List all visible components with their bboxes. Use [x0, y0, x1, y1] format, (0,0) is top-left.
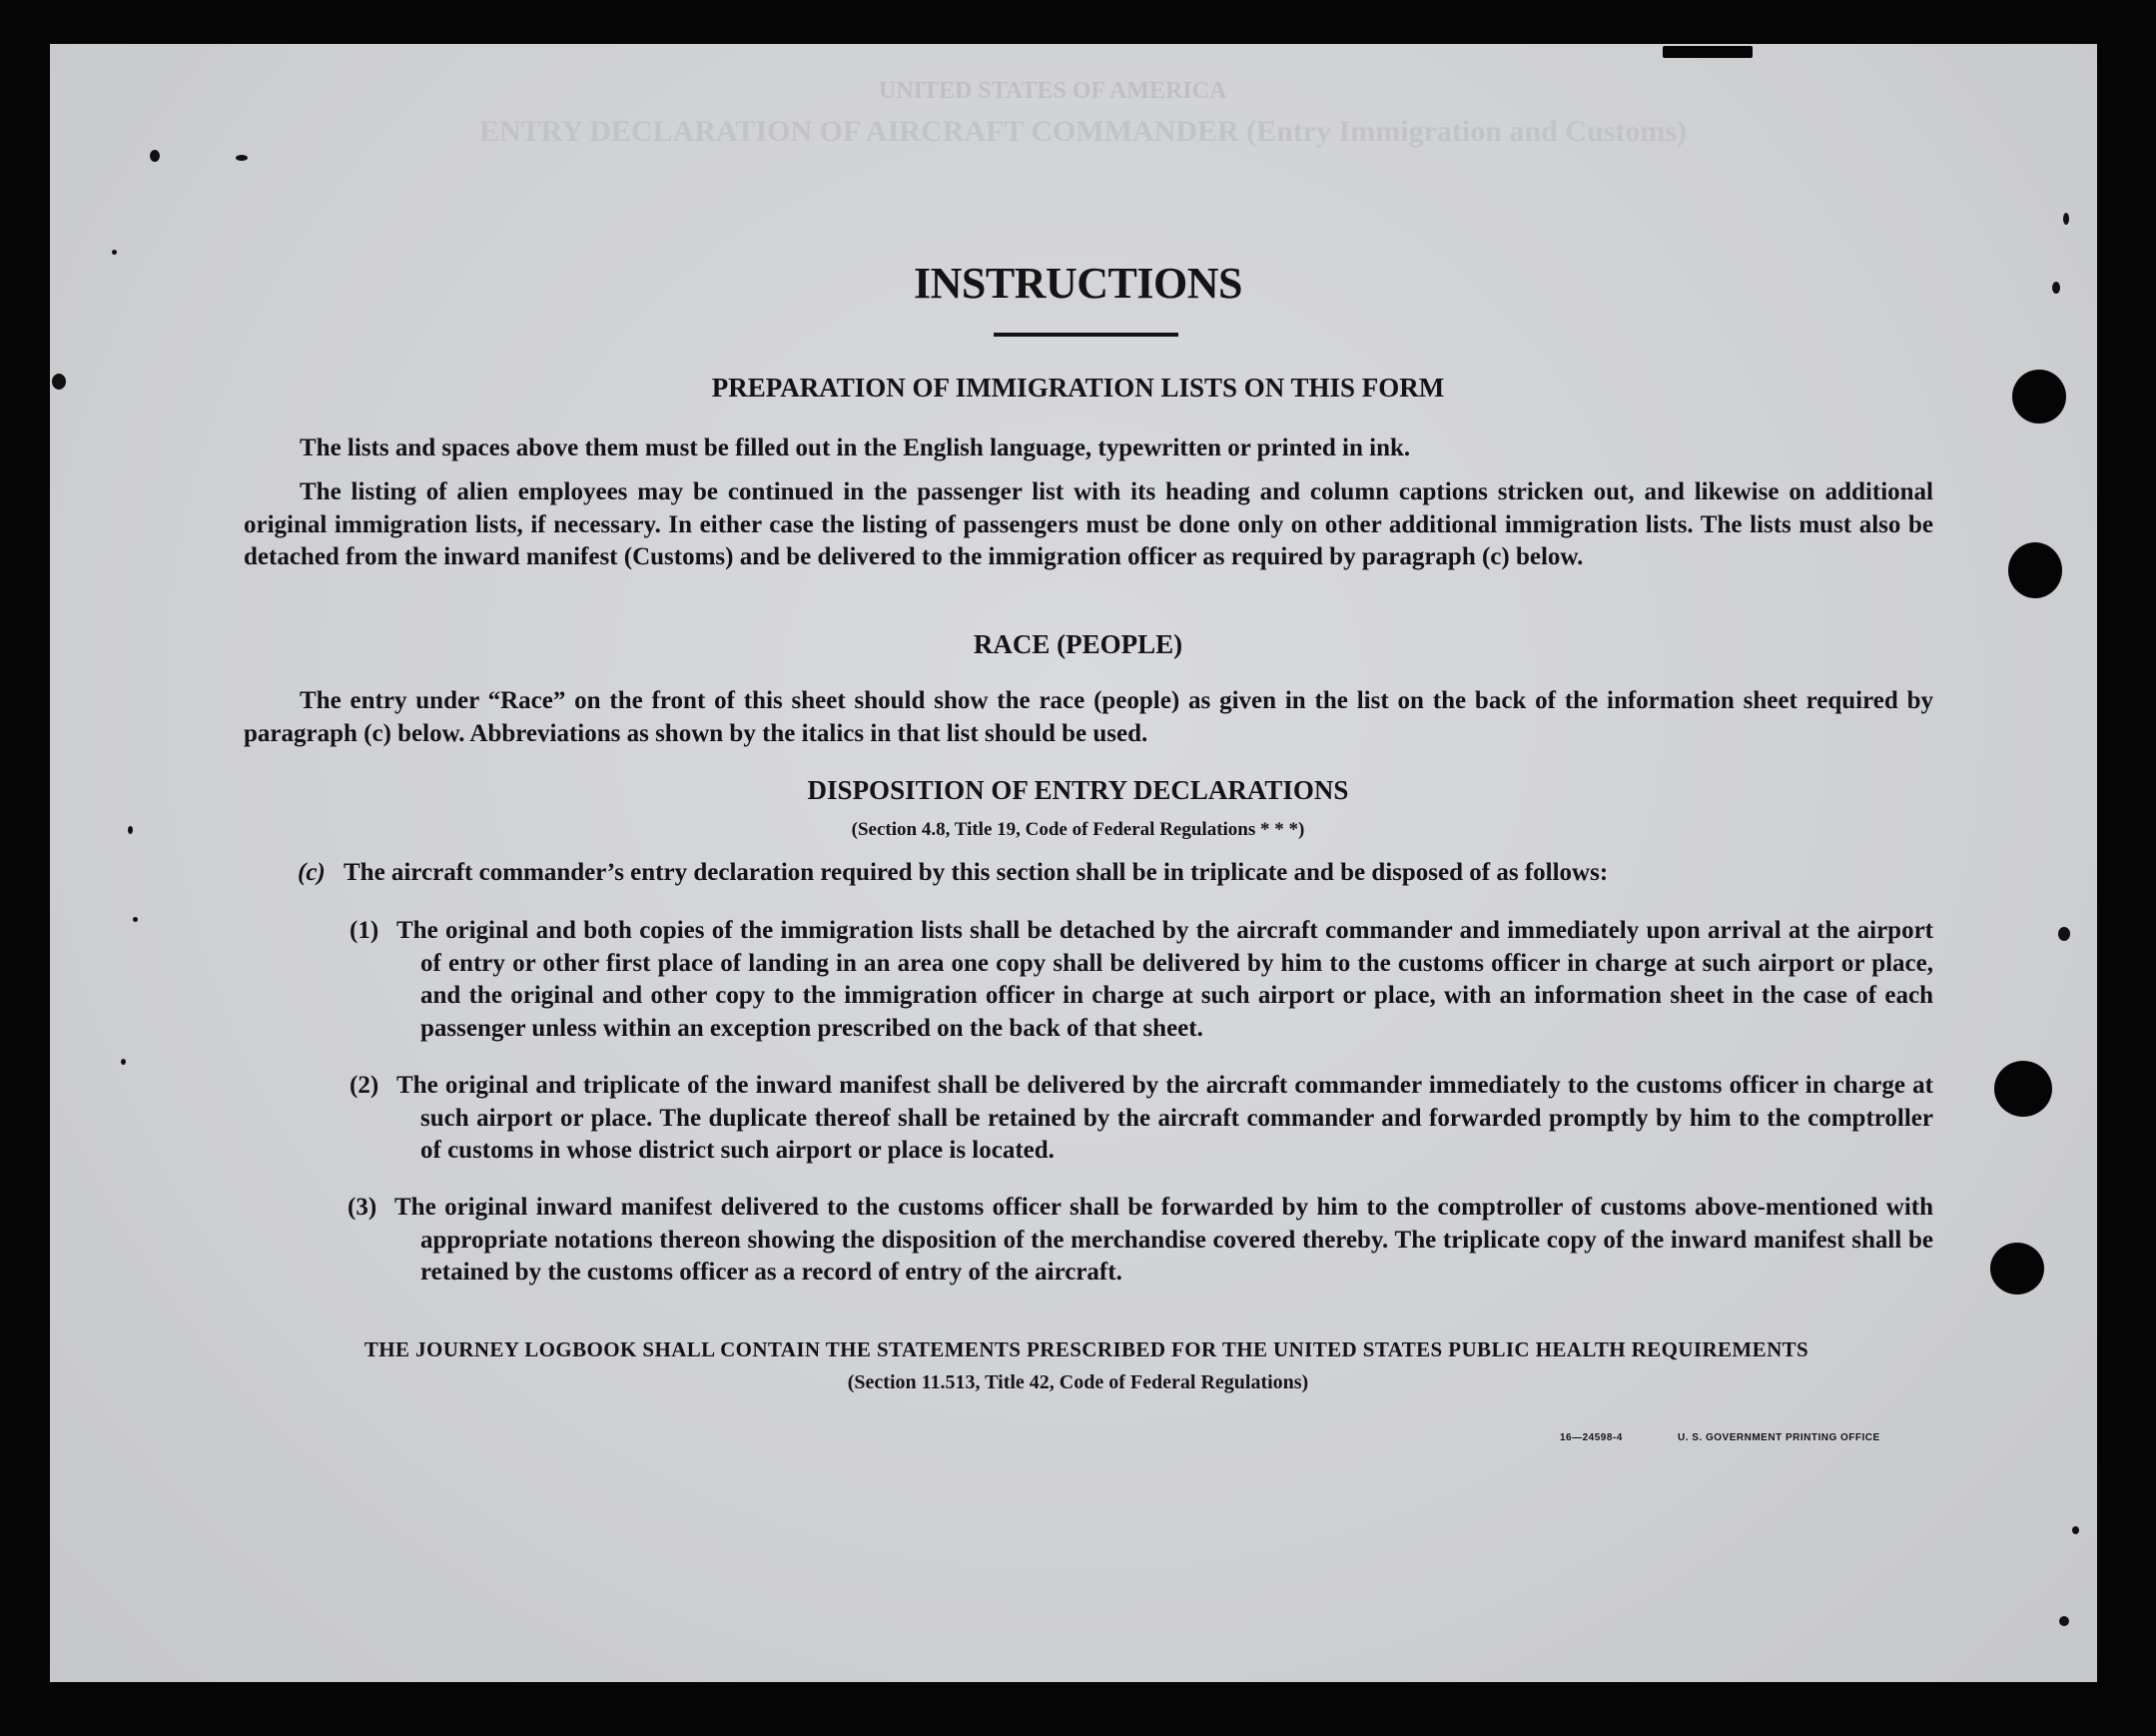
speck	[150, 150, 160, 162]
list-item-number: (3)	[348, 1194, 377, 1221]
speck	[2059, 1616, 2069, 1626]
speck	[133, 917, 138, 922]
paragraph-race: The entry under “Race” on the front of this sheet should show the race (people) as given in the list on the back of the information sheet required by paragraph (c) below. Abbreviations as shown by the italics in that list should be used.	[244, 687, 1933, 747]
document-title: INSTRUCTIONS	[914, 259, 1242, 308]
form-number: 16—24598-4	[1560, 1432, 1623, 1443]
paragraph-intro-label: (c)	[298, 859, 326, 886]
title-underline	[994, 333, 1178, 337]
punch-hole	[1994, 1061, 2052, 1117]
speck	[236, 155, 248, 161]
speck	[2072, 1526, 2079, 1534]
punch-hole	[1990, 1243, 2044, 1295]
section-heading-race: RACE (PEOPLE)	[973, 629, 1183, 659]
speck	[112, 250, 117, 255]
section-citation: (Section 4.8, Title 19, Code of Federal Regulations * * *)	[851, 819, 1305, 840]
list-item-number: (2)	[350, 1072, 379, 1099]
section-heading-immigration-lists: PREPARATION OF IMMIGRATION LISTS ON THIS FORM	[711, 373, 1445, 403]
bleed-through-line: UNITED STATES OF AMERICA	[879, 78, 1227, 104]
bleed-through-line: ENTRY DECLARATION OF AIRCRAFT COMMANDER (Entry Immigration and Customs)	[479, 115, 1687, 148]
public-health-statement: THE JOURNEY LOGBOOK SHALL CONTAIN THE STATEMENTS PRESCRIBED FOR THE UNITED STATES PUBLIC HEALTH REQUIREMENTS	[363, 1337, 1809, 1361]
speck	[121, 1059, 126, 1065]
list-item-text: The original and triplicate of the inward manifest shall be delivered by the aircraft commander immediately to the customs officer in charge at such airport or place. The duplicate thereof shall be retained by the aircraft commander and forwarded promptly by him to the comptroller of customs in whose district such airport or place is located.	[396, 1072, 1933, 1164]
public-health-citation: (Section 11.513, Title 42, Code of Federal Regulations)	[847, 1371, 1309, 1393]
paragraph-intro: The aircraft commander’s entry declaration required by this section shall be in triplicate and be disposed of as follows:	[344, 859, 1609, 886]
speck	[1663, 46, 1753, 58]
paragraph-lists-language: The lists and spaces above them must be filled out in the English language, typewritten or printed in ink.	[300, 434, 1411, 461]
paragraph-alien-employees: The listing of alien employees may be continued in the passenger list with its heading and column captions stricken out, and likewise on additional original immigration lists, if necessary. In either case the listing of passengers must be done only on other additional immigration lists. The lists must also be detached from the inward manifest (Customs) and be delivered to the immigration officer as required by paragraph (c) below.	[244, 478, 1933, 570]
speck	[2058, 927, 2070, 941]
section-heading-disposition: DISPOSITION OF ENTRY DECLARATIONS	[807, 775, 1349, 805]
list-item-text: The original and both copies of the immigration lists shall be detached by the aircraft commander and immediately upon arrival at the airport of entry or other first place of landing in an area one copy shall be delivered by him to the customs officer in charge at such airport or place, and the original and other copy to the immigration officer in charge at such airport or place, with an information sheet in the case of each passenger unless within an exception prescribed on the back of that sheet.	[396, 917, 1933, 1042]
speck	[2063, 213, 2069, 225]
list-item-number: (1)	[350, 917, 379, 944]
list-item-text: The original inward manifest delivered to the customs officer shall be forwarded by him to the comptroller of customs above-mentioned with appropriate notations thereon showing the disposition of the merchandise covered thereby. The triplicate copy of the inward manifest shall be retained by the customs officer as a record of entry of the aircraft.	[394, 1194, 1933, 1286]
printer-imprint: U. S. GOVERNMENT PRINTING OFFICE	[1678, 1432, 1880, 1443]
punch-hole	[2008, 542, 2062, 598]
